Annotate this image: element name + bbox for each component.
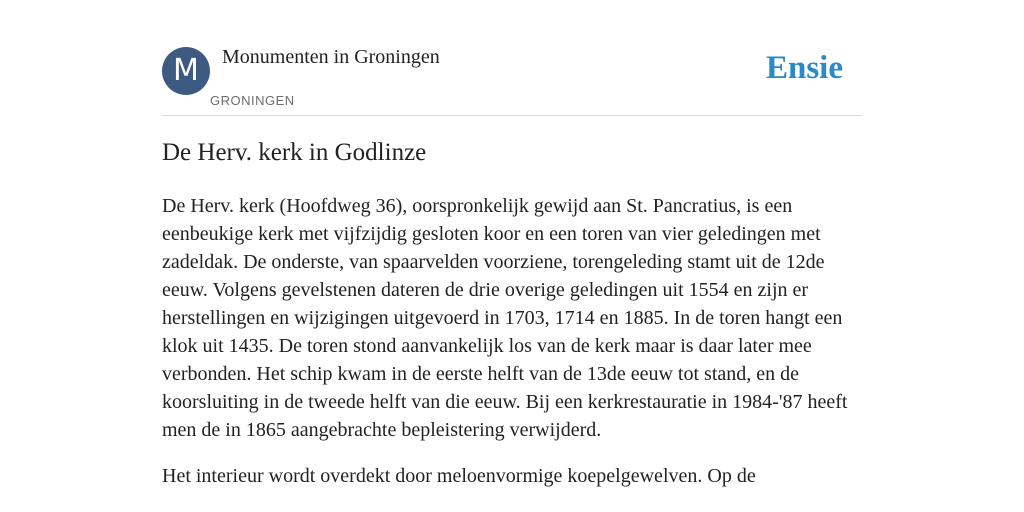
source-avatar[interactable]: M [162, 47, 210, 95]
article-paragraph-2: Het interieur wordt overdekt door meloenvormige koepelgewelven. Op de [162, 465, 756, 487]
page-container [162, 0, 862, 512]
article-title: De Herv. kerk in Godlinze [162, 139, 427, 166]
source-title-link[interactable]: Monumenten in Groningen [222, 46, 440, 68]
article-paragraph-1: De Herv. kerk (Hoofdweg 36), oorspronkelijk gewijd aan St. Pancratius, is een eenbeukige kerk met vijfzijdig gesloten koor en een toren van vier geledingen met zadeldak. De onderste, van spaarvelden voorziene, torengeleding stamt uit de 12de eeuw. Volgens gevelstenen dateren de drie overige geledingen uit 1554 en zijn er herstellingen en wijzigingen uitgevoerd in 1703, 1714 en 1885. In de toren hangt een klok uit 1435. De toren stond aanvankelijk los van de kerk maar is daar later mee verbonden. Het schip kwam in de eerste helft van de 13de eeuw tot stand, en de koorsluiting in de tweede helft van die eeuw. Bij een kerkrestauratie in 1984-'87 heeft men de in 1865 aangebrachte bepleistering verwijderd. [162, 195, 848, 441]
brand-logo[interactable]: Ensie [765, 50, 843, 86]
source-category-link[interactable]: GRONINGEN [210, 93, 295, 108]
article-body [162, 192, 862, 508]
article-header [162, 0, 862, 116]
